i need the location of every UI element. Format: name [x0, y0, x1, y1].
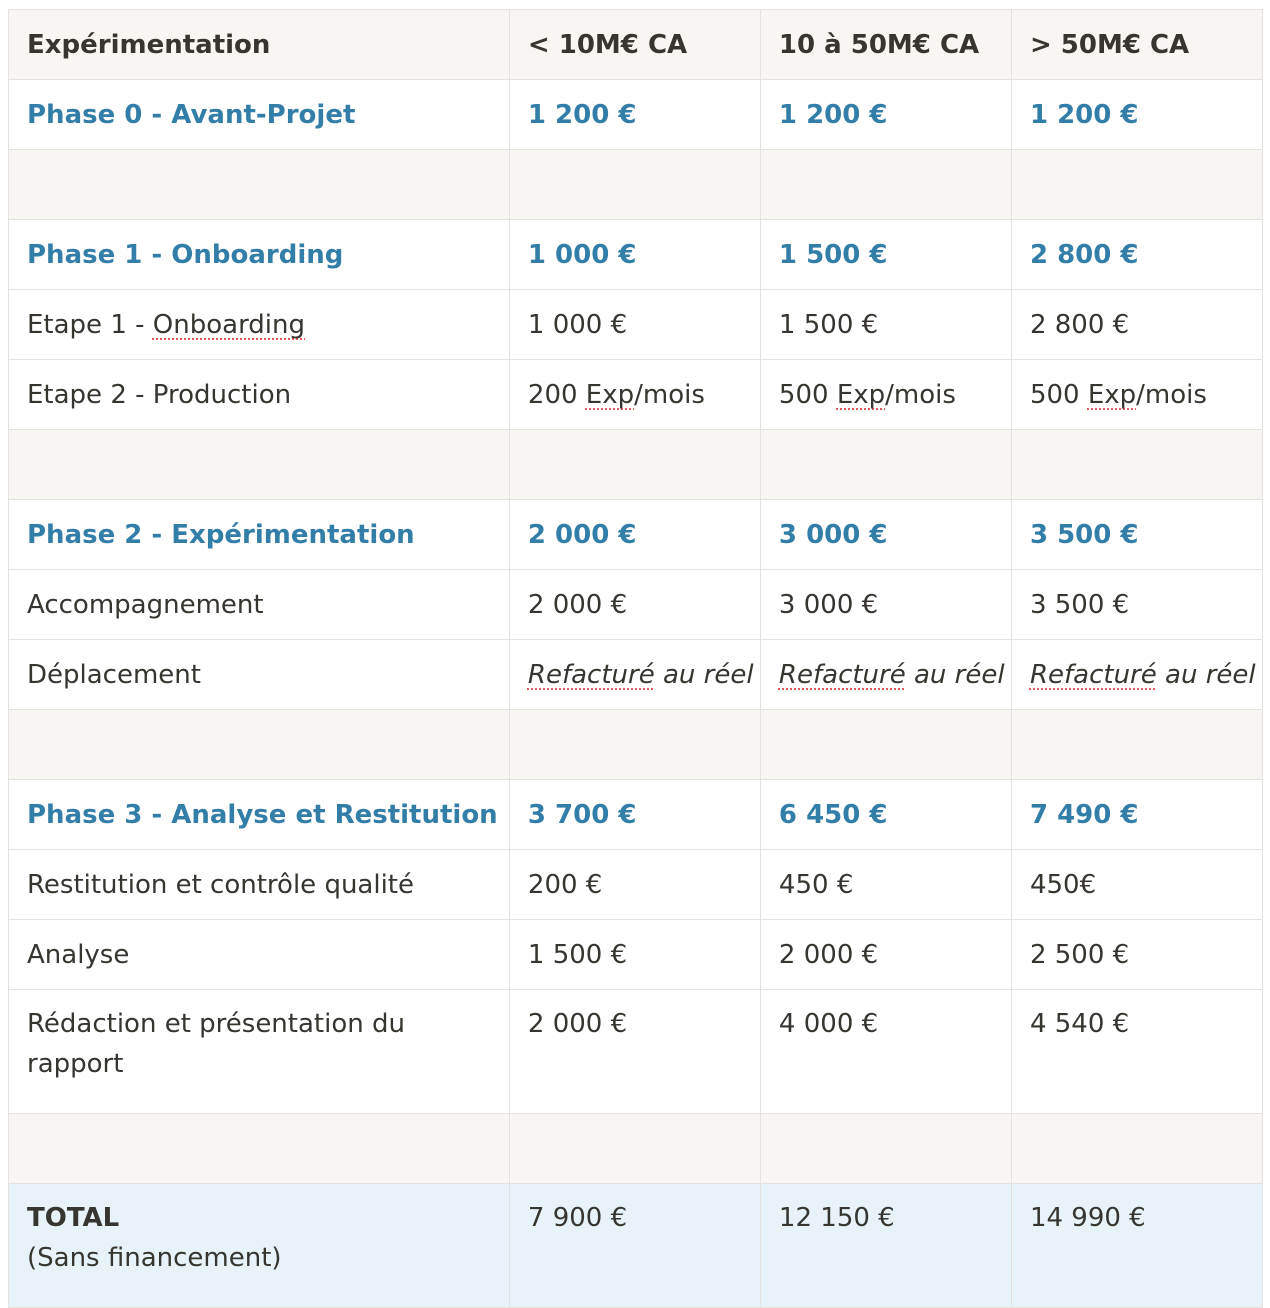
phase-0-small: 1 200 € [509, 80, 760, 150]
phase-2-small: 2 000 € [509, 500, 760, 570]
table-row [9, 920, 1263, 990]
spacer-cell [1011, 430, 1262, 500]
phase-1-label: Phase 1 - Onboarding [9, 220, 510, 290]
analyse-label: Analyse [9, 920, 510, 990]
restitution-medium: 450 € [760, 850, 1011, 920]
total-small: 7 900 € [509, 1184, 760, 1308]
pricing-table [8, 9, 1263, 1308]
phase-3-large: 7 490 € [1011, 780, 1262, 850]
step-1-label [9, 290, 510, 360]
step-2-medium-num: 500 [778, 379, 837, 410]
unit-word: Exp [836, 379, 886, 410]
redaction-label: Rédaction et présentation du rapport [9, 990, 510, 1114]
phase-1-row [9, 220, 1263, 290]
refacture-rest: au réel [1156, 659, 1256, 690]
spacer-cell [509, 1114, 760, 1184]
deplacement-label: Déplacement [9, 640, 510, 710]
header-label: Expérimentation [9, 10, 510, 80]
spacer-cell [1011, 1114, 1262, 1184]
header-row [9, 10, 1263, 80]
step-2-large [1011, 360, 1262, 430]
spacer-row [9, 430, 1263, 500]
analyse-medium: 2 000 € [760, 920, 1011, 990]
total-sublabel: (Sans financement) [27, 1243, 282, 1273]
spacer-cell [9, 150, 510, 220]
spacer-cell [9, 430, 510, 500]
unit-word: Exp [1087, 379, 1137, 410]
phase-2-medium: 3 000 € [760, 500, 1011, 570]
refacture-rest: au réel [905, 659, 1005, 690]
refacture-word: Refacturé [527, 659, 655, 690]
phase-1-small: 1 000 € [509, 220, 760, 290]
table-row [9, 570, 1263, 640]
table-row [9, 290, 1263, 360]
step-1-word: Onboarding [152, 309, 306, 340]
unit-rest: /mois [634, 379, 705, 410]
spacer-cell [509, 430, 760, 500]
accompagnement-medium: 3 000 € [760, 570, 1011, 640]
total-label: TOTAL [27, 1203, 120, 1233]
spacer-row [9, 150, 1263, 220]
total-medium: 12 150 € [760, 1184, 1011, 1308]
table-row [9, 640, 1263, 710]
total-label-cell [9, 1184, 510, 1308]
restitution-large: 450€ [1011, 850, 1262, 920]
step-1-prefix: Etape 1 - [27, 309, 153, 340]
step-2-medium [760, 360, 1011, 430]
deplacement-large [1011, 640, 1262, 710]
header-col-small: < 10M€ CA [509, 10, 760, 80]
spacer-cell [760, 1114, 1011, 1184]
table-row [9, 990, 1263, 1114]
spacer-cell [1011, 150, 1262, 220]
refacture-rest: au réel [654, 659, 754, 690]
step-2-small [509, 360, 760, 430]
unit-word: Exp [585, 379, 635, 410]
phase-3-label: Phase 3 - Analyse et Restitution [9, 780, 510, 850]
redaction-large: 4 540 € [1011, 990, 1262, 1114]
unit-rest: /mois [885, 379, 956, 410]
refacture-word: Refacturé [1029, 659, 1157, 690]
accompagnement-small: 2 000 € [509, 570, 760, 640]
header-col-large: > 50M€ CA [1011, 10, 1262, 80]
deplacement-small [509, 640, 760, 710]
redaction-medium: 4 000 € [760, 990, 1011, 1114]
spacer-row [9, 1114, 1263, 1184]
step-1-medium: 1 500 € [760, 290, 1011, 360]
table-row [9, 850, 1263, 920]
redaction-small: 2 000 € [509, 990, 760, 1114]
refacture-word: Refacturé [778, 659, 906, 690]
phase-1-large: 2 800 € [1011, 220, 1262, 290]
phase-3-row [9, 780, 1263, 850]
phase-0-medium: 1 200 € [760, 80, 1011, 150]
table-row [9, 360, 1263, 430]
phase-2-row [9, 500, 1263, 570]
phase-3-small: 3 700 € [509, 780, 760, 850]
step-1-large: 2 800 € [1011, 290, 1262, 360]
header-col-medium: 10 à 50M€ CA [760, 10, 1011, 80]
spacer-cell [760, 150, 1011, 220]
spacer-cell [760, 430, 1011, 500]
accompagnement-large: 3 500 € [1011, 570, 1262, 640]
total-large: 14 990 € [1011, 1184, 1262, 1308]
step-2-large-num: 500 [1029, 379, 1088, 410]
unit-rest: /mois [1136, 379, 1207, 410]
phase-0-label: Phase 0 - Avant-Projet [9, 80, 510, 150]
spacer-row [9, 710, 1263, 780]
analyse-small: 1 500 € [509, 920, 760, 990]
deplacement-medium [760, 640, 1011, 710]
spacer-cell [509, 150, 760, 220]
phase-0-row [9, 80, 1263, 150]
step-1-small: 1 000 € [509, 290, 760, 360]
spacer-cell [509, 710, 760, 780]
phase-2-label: Phase 2 - Expérimentation [9, 500, 510, 570]
phase-0-large: 1 200 € [1011, 80, 1262, 150]
spacer-cell [9, 710, 510, 780]
analyse-large: 2 500 € [1011, 920, 1262, 990]
total-row [9, 1184, 1263, 1308]
step-2-label: Etape 2 - Production [9, 360, 510, 430]
phase-2-large: 3 500 € [1011, 500, 1262, 570]
spacer-cell [760, 710, 1011, 780]
accompagnement-label: Accompagnement [9, 570, 510, 640]
phase-1-medium: 1 500 € [760, 220, 1011, 290]
spacer-cell [9, 1114, 510, 1184]
step-2-small-num: 200 [527, 379, 586, 410]
restitution-label: Restitution et contrôle qualité [9, 850, 510, 920]
restitution-small: 200 € [509, 850, 760, 920]
phase-3-medium: 6 450 € [760, 780, 1011, 850]
spacer-cell [1011, 710, 1262, 780]
